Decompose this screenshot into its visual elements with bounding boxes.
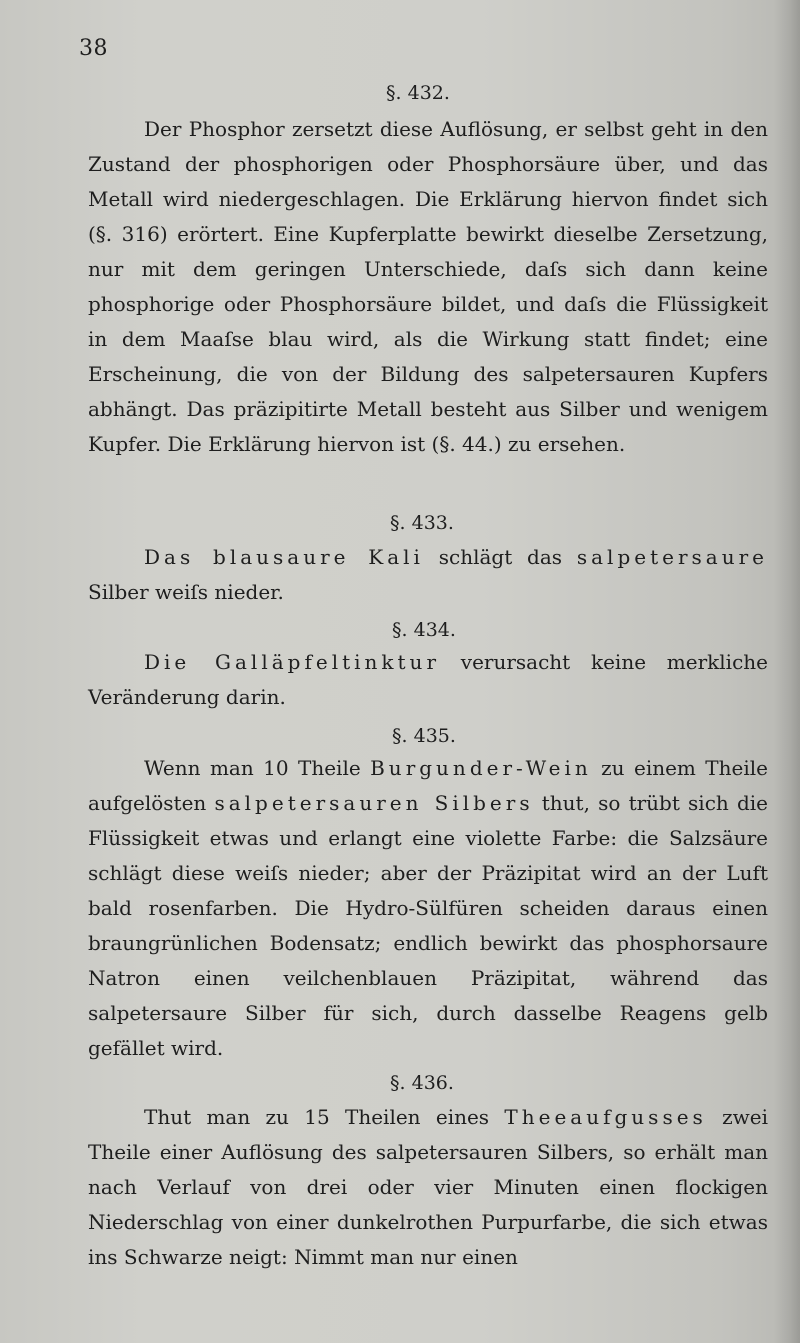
- emphasized-term: salpetersaure: [576, 545, 768, 569]
- section-heading-434: §. 434.: [392, 619, 456, 641]
- section-heading-432: §. 432.: [386, 82, 450, 104]
- paragraph-435: [88, 751, 768, 1066]
- paragraph-text: Thut man zu 15 Theilen eines: [144, 1105, 505, 1129]
- paragraph-436: [88, 1100, 768, 1275]
- section-435-body: [88, 751, 768, 1066]
- emphasized-term: Die Galläpfeltinktur: [144, 650, 440, 674]
- paragraph-text: Wenn man 10 Theile: [144, 756, 371, 780]
- paragraph-text: schlägt das: [423, 545, 577, 569]
- paragraph-432: Der Phosphor zersetzt diese Auflösung, er selbst geht in den Zustand der phosphorigen oder Phosphorsäure über, und das Metall wird niedergeschlagen. Die Erklärung hiervon findet sich (§. 316) erörtert. Eine Kupferplatte bewirkt dieselbe Zersetzung, nur mit dem geringen Unterschiede, daſs sich dann keine phosphorige oder Phosphorsäure bildet, und daſs die Flüssigkeit in dem Maaſse blau wird, als die Wirkung statt findet; eine Erscheinung, die von der Bildung des salpetersauren Kupfers abhängt. Das präzipitirte Metall besteht aus Silber und wenigem Kupfer. Die Erklärung hiervon ist (§. 44.) zu ersehen.: [88, 117, 768, 456]
- paragraph-text: thut, so trübt sich die Flüssigkeit etwas und erlangt eine violette Farbe: die Salzsäure schlägt diese weiſs nieder; aber der Präzipitat wird an der Luft bald rosenfarben. Die Hydro-Sülfüren scheiden daraus einen braungrünlichen Bodensatz; endlich bewirkt das phosphorsaure Natron einen veilchenblauen Präzipitat, während das salpetersaure Silber für sich, durch dasselbe Reagens gelb gefället wird.: [88, 791, 768, 1060]
- section-heading-436: §. 436.: [390, 1072, 454, 1094]
- emphasized-term: Burgunder-Wein: [370, 756, 592, 780]
- section-436-body: [88, 1100, 768, 1275]
- paragraph-text: zwei Theile einer Auflösung des salpetersauren Silbers, so erhält man nach Verlauf von drei oder vier Minuten einen flockigen Niederschlag von einer dunkelrothen Purpurfarbe, die sich etwas ins Schwarze neigt: Nimmt man nur einen: [88, 1105, 769, 1269]
- emphasized-term: Das blausaure Kali: [144, 545, 424, 569]
- section-heading-435: §. 435.: [392, 725, 456, 747]
- paragraph-434: [88, 645, 768, 715]
- paragraph-433: [88, 540, 768, 610]
- emphasized-term: Theeaufgusses: [504, 1105, 707, 1129]
- paragraph-text: Silber weiſs nieder.: [88, 580, 284, 604]
- section-433-body: [88, 540, 768, 610]
- paragraph-text: verursacht keine merkliche Veränderung darin.: [88, 650, 768, 709]
- paragraph-text: zu einem Theile aufgelösten: [88, 756, 768, 815]
- section-432-body: [88, 112, 768, 462]
- section-heading-433: §. 433.: [390, 512, 454, 534]
- emphasized-term: salpetersauren Silbers: [214, 791, 534, 815]
- section-434-body: [88, 645, 768, 715]
- page-number: 38: [79, 36, 108, 61]
